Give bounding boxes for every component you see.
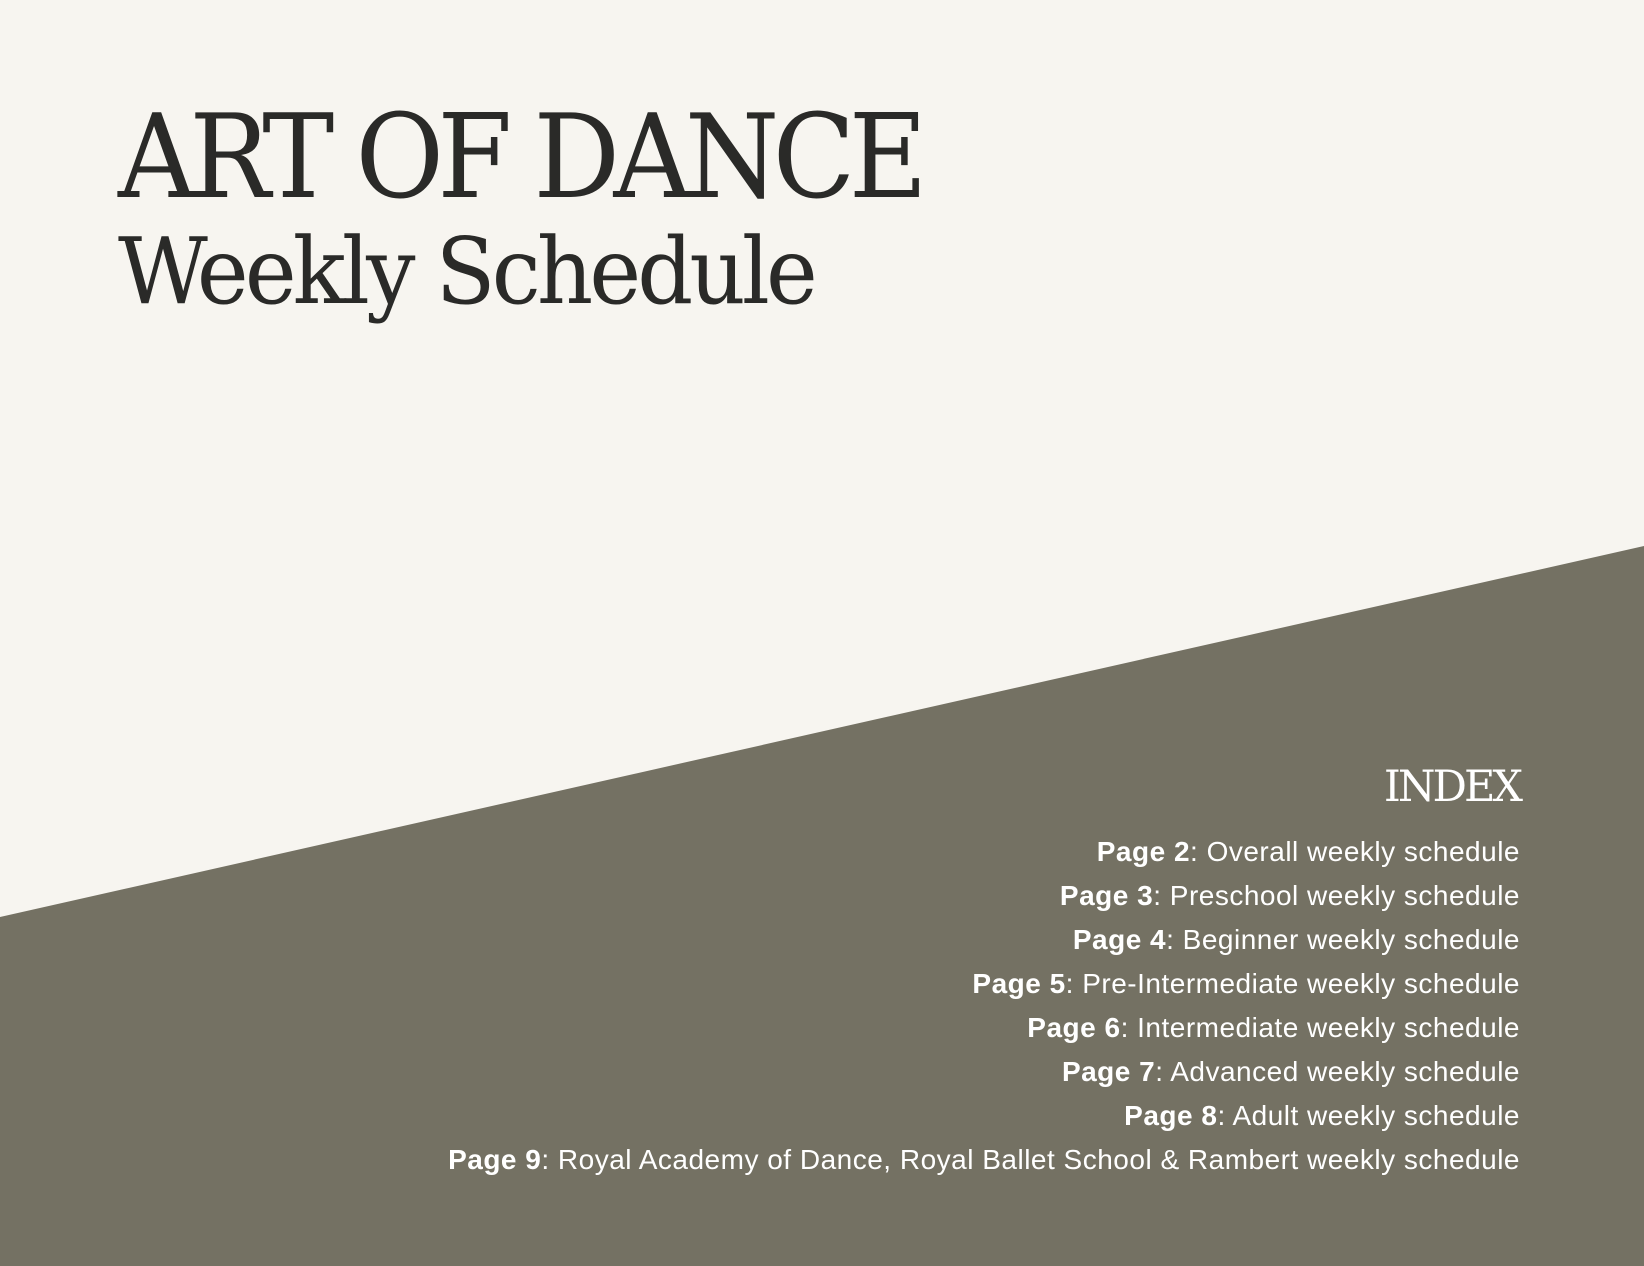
- index-description: : Royal Academy of Dance, Royal Ballet School & Rambert weekly schedule: [541, 1144, 1520, 1175]
- index-description: : Preschool weekly schedule: [1153, 880, 1520, 911]
- index-description: : Beginner weekly schedule: [1166, 924, 1520, 955]
- index-section: [320, 762, 1520, 1182]
- index-description: : Adult weekly schedule: [1217, 1100, 1520, 1131]
- index-item-page-5: [320, 962, 1520, 1006]
- index-item-page-8: [320, 1094, 1520, 1138]
- title-block: [118, 90, 981, 325]
- index-description: : Intermediate weekly schedule: [1120, 1012, 1520, 1043]
- index-item-page-7: [320, 1050, 1520, 1094]
- index-page-label: Page 2: [1096, 836, 1191, 867]
- index-page-label: Page 4: [1072, 924, 1167, 955]
- index-heading: INDEX: [1383, 762, 1520, 812]
- index-item-page-9: [320, 1138, 1520, 1182]
- index-list: [320, 830, 1520, 1182]
- index-item-page-6: [320, 1006, 1520, 1050]
- index-page-label: Page 6: [1027, 1012, 1121, 1043]
- index-item-page-2: [320, 830, 1520, 874]
- index-page-label: Page 3: [1059, 880, 1154, 911]
- page-title: ART OF DANCE: [118, 90, 922, 225]
- index-description: : Advanced weekly schedule: [1155, 1056, 1520, 1087]
- index-page-label: Page 7: [1061, 1056, 1156, 1087]
- index-item-page-3: [320, 874, 1520, 918]
- page-subtitle: Weekly Schedule: [118, 218, 814, 325]
- index-page-label: Page 5: [972, 968, 1066, 999]
- index-page-label: Page 8: [1124, 1100, 1218, 1131]
- index-page-label: Page 9: [448, 1144, 542, 1175]
- index-description: : Overall weekly schedule: [1190, 836, 1520, 867]
- index-item-page-4: [320, 918, 1520, 962]
- index-description: : Pre-Intermediate weekly schedule: [1065, 968, 1520, 999]
